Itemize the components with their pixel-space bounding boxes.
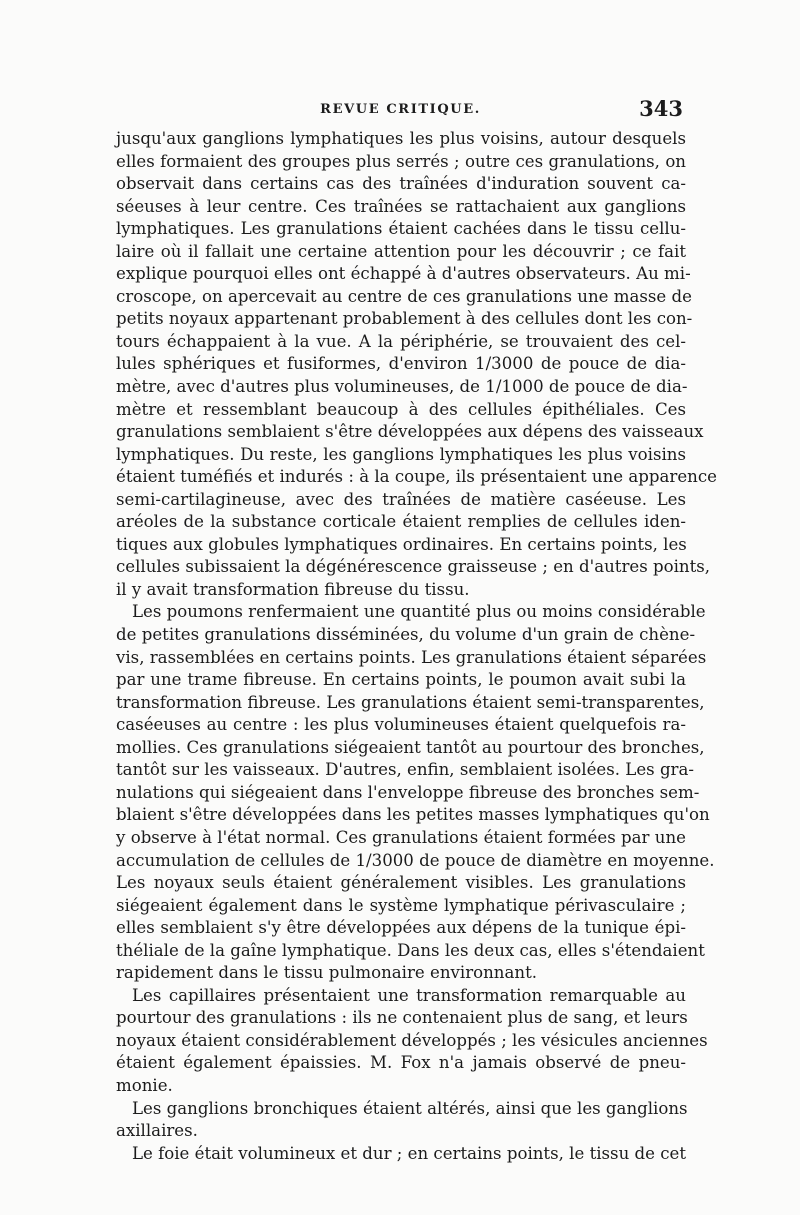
text-line: observait dans certains cas des traînées d'induration souvent ca- xyxy=(116,174,686,194)
text-line: elles semblaient s'y être développées aux dépens de la tunique épi- xyxy=(116,918,686,938)
text-line: étaient également épaissies. M. Fox n'a jamais observé de pneu- xyxy=(116,1053,686,1073)
paragraph xyxy=(116,1143,686,1166)
paragraph xyxy=(116,1098,686,1143)
text-line: cellules subissaient la dégénérescence graisseuse ; en d'autres points, xyxy=(116,557,711,577)
text-line: Les capillaires présentaient une transformation remarquable au xyxy=(132,985,686,1005)
text-line: accumulation de cellules de 1/3000 de pouce de diamètre en moyenne. xyxy=(116,850,715,870)
paragraph xyxy=(116,601,715,984)
text-line: vis, rassemblées en certains points. Les granulations étaient séparées xyxy=(116,647,707,667)
text-line: lules sphériques et fusiformes, d'environ 1/3000 de pouce de dia- xyxy=(116,354,686,374)
text-line: aréoles de la substance corticale étaient remplies de cellules iden- xyxy=(116,512,686,532)
text-line: siégeaient également dans le système lymphatique périvasculaire ; xyxy=(116,895,686,915)
text-line: Les ganglions bronchiques étaient altérés, ainsi que les ganglions xyxy=(132,1098,688,1118)
text-line: mètre et ressemblant beaucoup à des cellules épithéliales. Ces xyxy=(116,399,686,419)
text-line: Les poumons renfermaient une quantité plus ou moins considérable xyxy=(132,602,706,622)
text-line: semi-cartilagineuse, avec des traînées de matière caséeuse. Les xyxy=(116,489,686,509)
text-line: noyaux étaient considérablement développés ; les vésicules anciennes xyxy=(116,1030,708,1050)
text-line: il y avait transformation fibreuse du tissu. xyxy=(116,579,470,599)
text-line: par une trame fibreuse. En certains points, le poumon avait subi la xyxy=(116,670,686,690)
text-line: jusqu'aux ganglions lymphatiques les plus voisins, autour desquels xyxy=(116,129,686,148)
text-line: mètre, avec d'autres plus volumineuses, de 1/1000 de pouce de dia- xyxy=(116,377,688,397)
text-line: transformation fibreuse. Les granulations étaient semi-transparentes, xyxy=(116,692,705,712)
text-line: caséeuses au centre : les plus volumineuses étaient quelquefois ra- xyxy=(116,715,686,735)
paragraph xyxy=(116,985,708,1098)
text-line: croscope, on apercevait au centre de ces granulations une masse de xyxy=(116,286,692,306)
running-head: REVUE CRITIQUE. xyxy=(320,102,481,117)
text-line: tantôt sur les vaisseaux. D'autres, enfin, semblaient isolées. Les gra- xyxy=(116,760,694,780)
text-line: tours échappaient à la vue. A la périphérie, se trouvaient des cel- xyxy=(116,331,686,351)
text-line: rapidement dans le tissu pulmonaire environnant. xyxy=(116,963,538,983)
page-number: 343 xyxy=(639,96,683,121)
text-line: explique pourquoi elles ont échappé à d'autres observateurs. Au mi- xyxy=(116,264,691,284)
text-line: mollies. Ces granulations siégeaient tantôt au pourtour des bronches, xyxy=(116,737,705,757)
text-line: Le foie était volumineux et dur ; en certains points, le tissu de cet xyxy=(132,1143,687,1163)
body-text xyxy=(116,128,717,1165)
text-line: étaient tuméfiés et indurés : à la coupe, ils présentaient une apparence xyxy=(116,467,717,487)
text-line: granulations semblaient s'être développées aux dépens des vaisseaux xyxy=(116,422,704,442)
page-header xyxy=(118,96,683,124)
text-line: Les noyaux seuls étaient généralement visibles. Les granulations xyxy=(116,873,686,893)
text-line: petits noyaux appartenant probablement à des cellules dont les con- xyxy=(116,309,693,329)
text-line: de petites granulations disséminées, du volume d'un grain de chène- xyxy=(116,625,696,645)
text-line: nulations qui siégeaient dans l'enveloppe fibreuse des bronches sem- xyxy=(116,782,700,802)
text-line: pourtour des granulations : ils ne contenaient plus de sang, et leurs xyxy=(116,1008,688,1028)
text-line: blaient s'être développées dans les petites masses lymphatiques qu'on xyxy=(116,805,710,825)
text-line: elles formaient des groupes plus serrés ; outre ces granulations, on xyxy=(116,151,686,171)
text-line: lymphatiques. Les granulations étaient cachées dans le tissu cellu- xyxy=(116,219,686,239)
text-line: laire où il fallait une certaine attention pour les découvrir ; ce fait xyxy=(116,241,686,261)
text-line: séeuses à leur centre. Ces traînées se rattachaient aux ganglions xyxy=(116,196,686,216)
text-line: lymphatiques. Du reste, les ganglions lymphatiques les plus voisins xyxy=(116,444,686,464)
text-line: tiques aux globules lymphatiques ordinaires. En certains points, les xyxy=(116,534,687,554)
text-line: théliale de la gaîne lymphatique. Dans les deux cas, elles s'étendaient xyxy=(116,940,705,960)
text-line: monie. xyxy=(116,1075,173,1095)
text-line: axillaires. xyxy=(116,1121,198,1141)
text-line: y observe à l'état normal. Ces granulations étaient formées par une xyxy=(116,827,686,847)
paragraph xyxy=(116,128,717,601)
